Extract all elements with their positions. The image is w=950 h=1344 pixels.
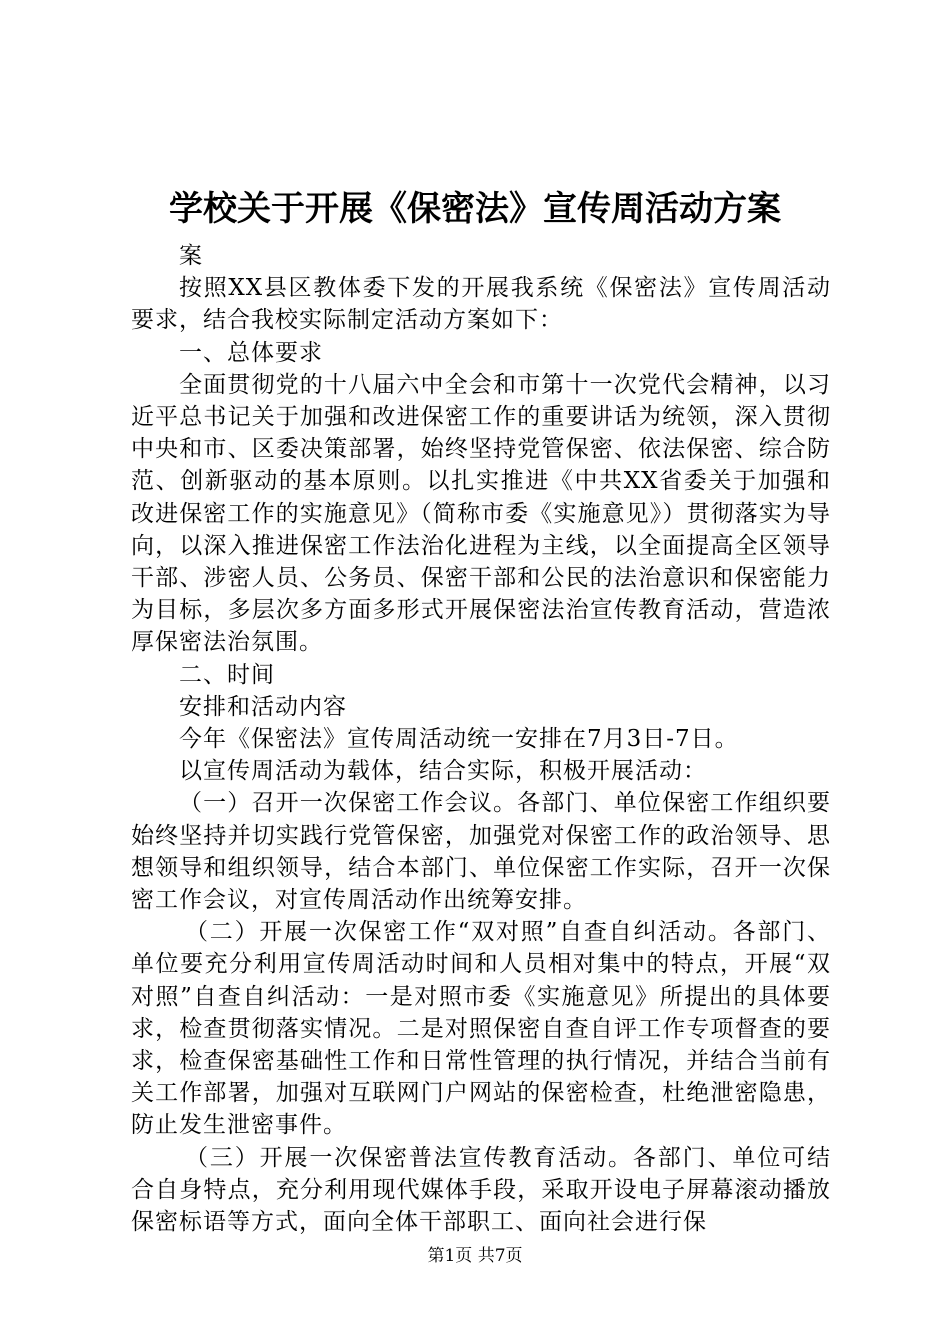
paragraph-general-requirements: 全面贯彻党的十八届六中全会和市第十一次党代会精神，以习近平总书记关于加强和改进保密工作的重要讲话为统领，深入贯彻中央和市、区委决策部署，始终坚持党管保密、依法保密、综合防范、创新驱动的基本原则。以扎实推进《中共XX省委关于加强和改进保密工作的实施意见》（简称市委《实施意见》）贯彻落实为导向，以深入推进保密工作法治化进程为主线，以全面提高全区领导干部、涉密人员、公务员、保密干部和公民的法治意识和保密能力为目标，多层次多方面多形式开展保密法治宣传教育活动，营造浓厚保密法治氛围。	[131, 371, 831, 656]
paragraph-schedule: 今年《保密法》宣传周活动统一安排在7月3日-7日。	[179, 726, 739, 753]
heading-time: 二、时间	[179, 661, 275, 688]
paragraph-fragment: 案	[179, 243, 203, 269]
document-title: 学校关于开展《保密法》宣传周活动方案	[169, 189, 781, 229]
paragraph-intro: 按照XX县区教体委下发的开展我系统《保密法》宣传周活动要求，结合我校实际制定活动方案如下：	[131, 275, 831, 334]
paragraph-activity-intro: 以宣传周活动为载体，结合实际，积极开展活动：	[179, 758, 707, 785]
paragraph-item-2: （二）开展一次保密工作“双对照”自查自纠活动。各部门、单位要充分利用宣传周活动时间和人员相对集中的特点，开展“双对照”自查自纠活动：一是对照市委《实施意见》所提出的具体要求，检查贯彻落实情况。二是对照保密自查自评工作专项督查的要求，检查保密基础性工作和日常性管理的执行情况，并结合当前有关工作部署，加强对互联网门户网站的保密检查，杜绝泄密隐患，防止发生泄密事件。	[131, 919, 831, 1139]
heading-general-requirements: 一、总体要求	[179, 339, 323, 366]
paragraph-item-3: （三）开展一次保密普法宣传教育活动。各部门、单位可结合自身特点，充分利用现代媒体手段，采取开设电子屏幕滚动播放保密标语等方式，面向全体干部职工、面向社会进行保	[131, 1144, 831, 1236]
paragraph-item-1: （一）召开一次保密工作会议。各部门、单位保密工作组织要始终坚持并切实践行党管保密，加强党对保密工作的政治领导、思想领导和组织领导，结合本部门、单位保密工作实际，召开一次保密工作会议，对宣传周活动作出统筹安排。	[131, 790, 831, 914]
heading-arrangement: 安排和活动内容	[179, 693, 347, 720]
page-number-footer: 第1页 共7页	[427, 1246, 523, 1266]
document-body	[131, 240, 831, 1238]
